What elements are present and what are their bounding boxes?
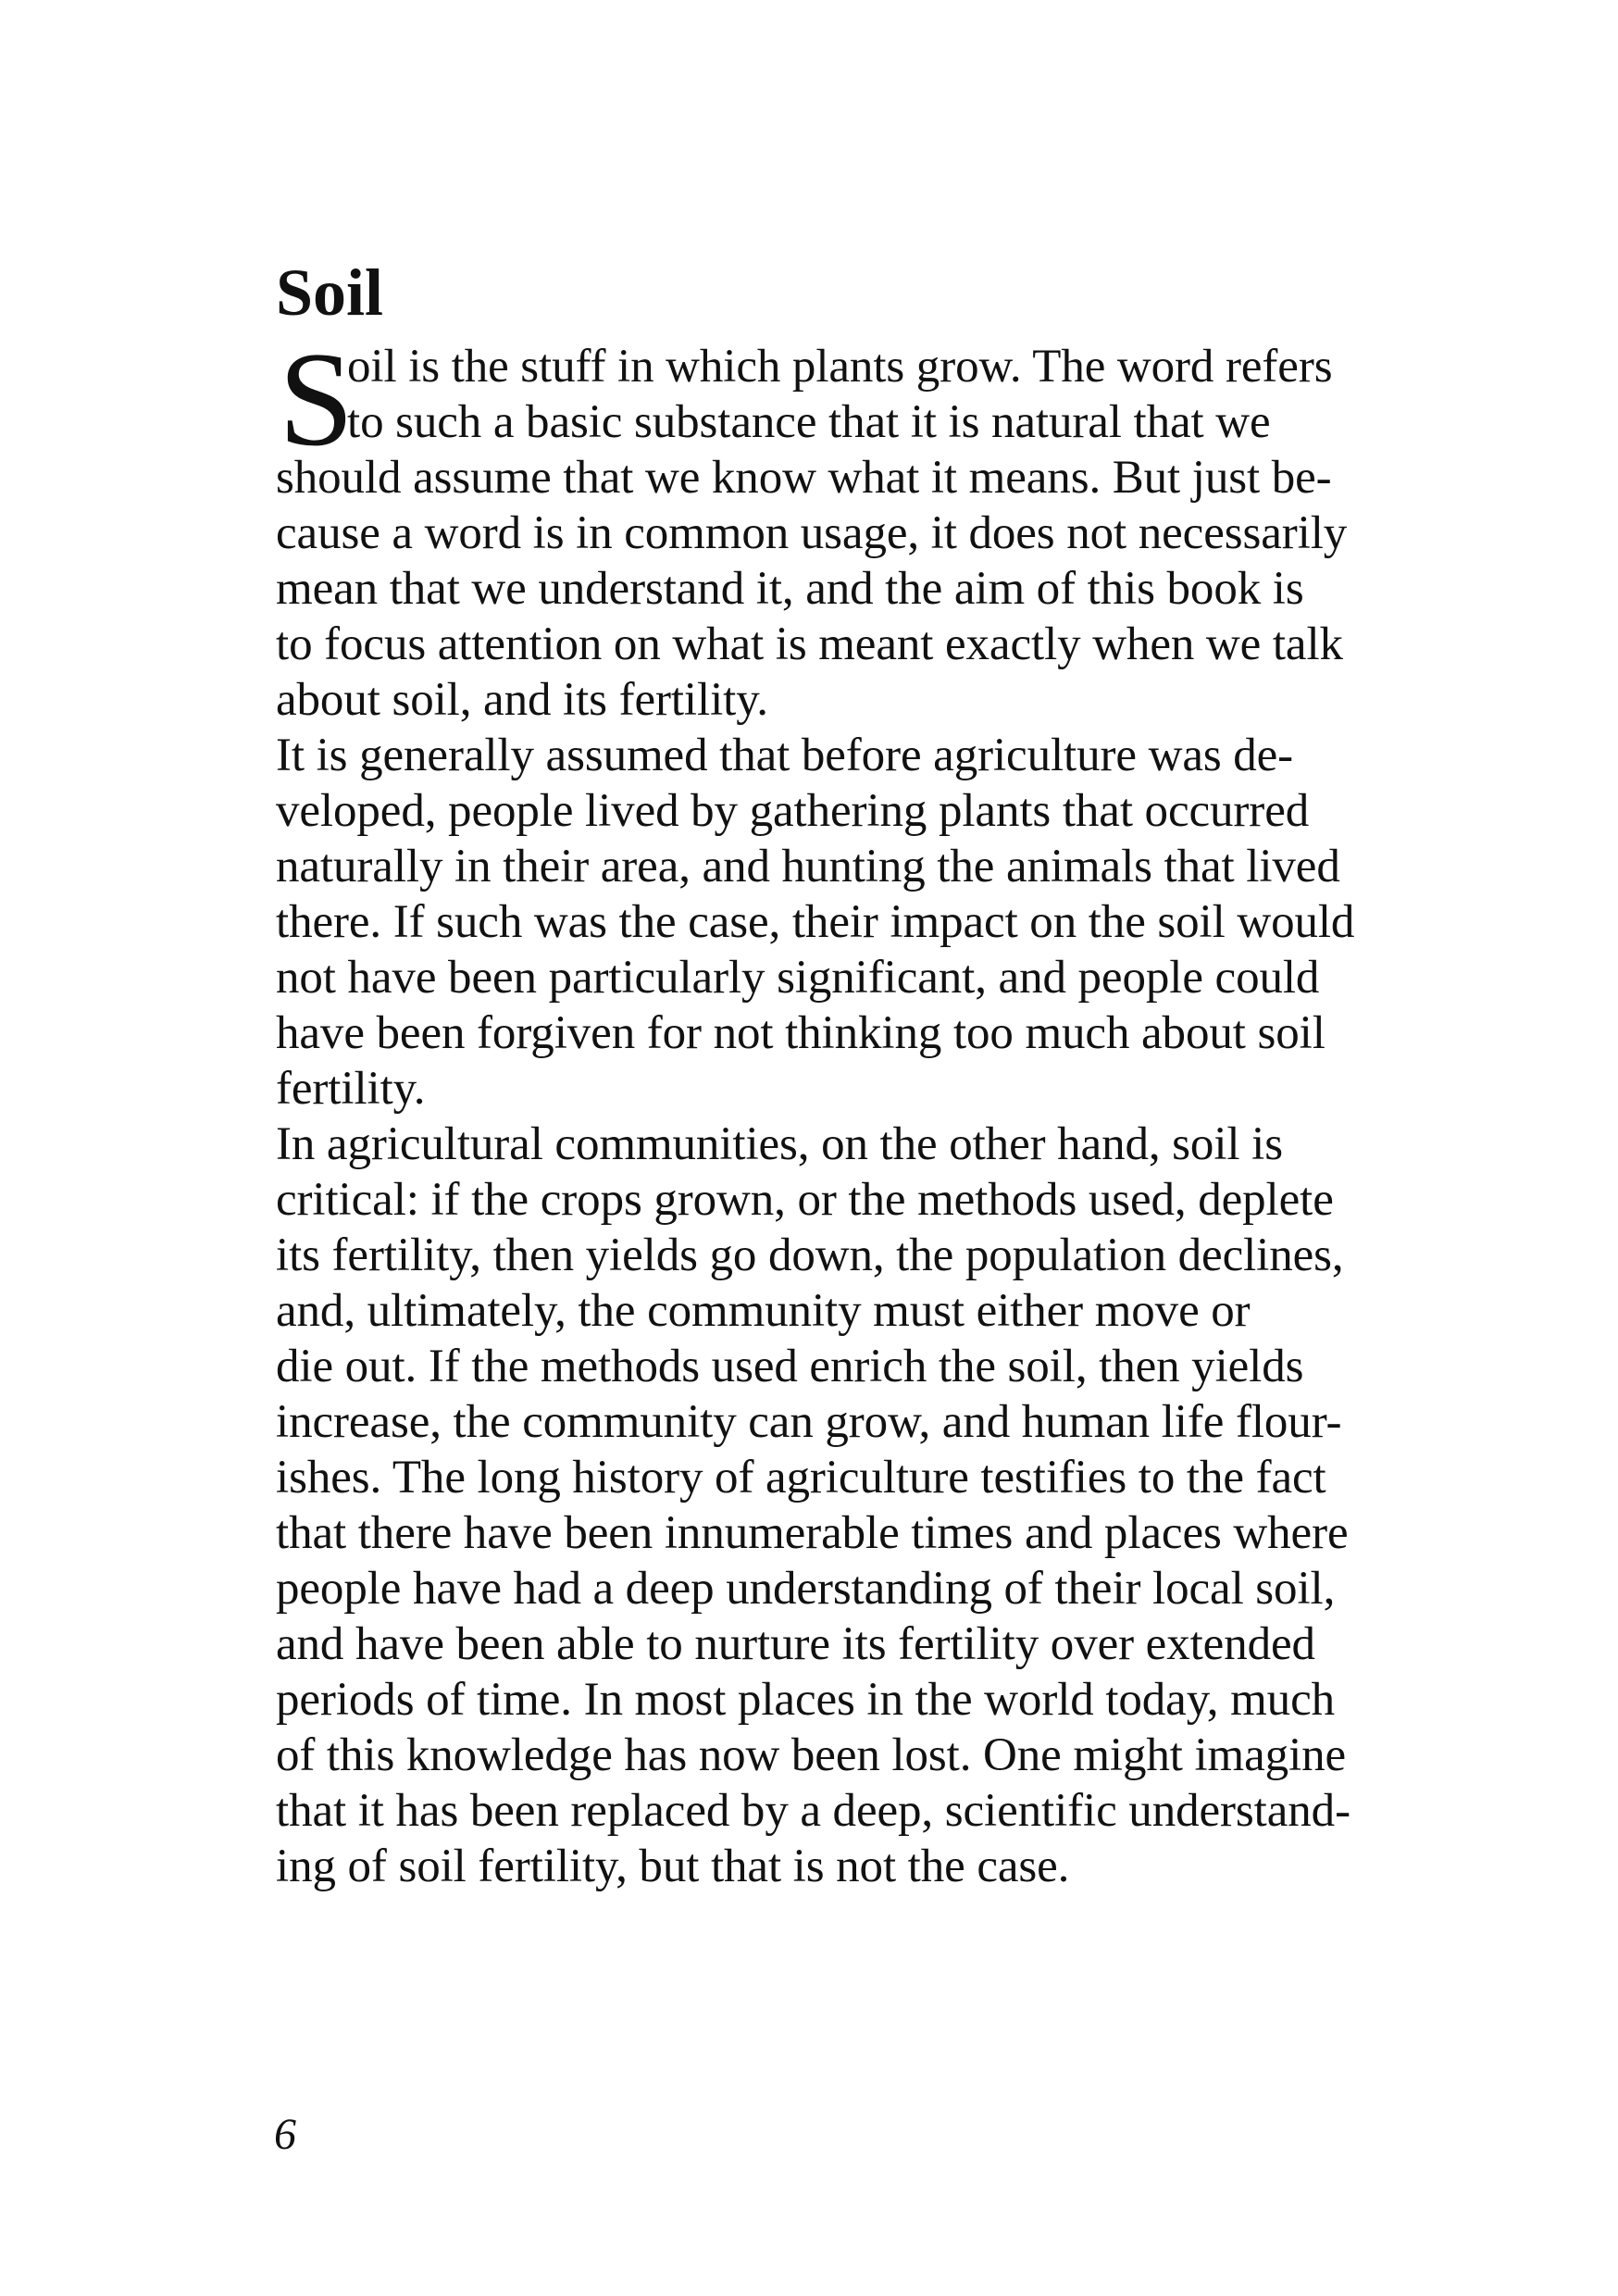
paragraph-3 xyxy=(276,1117,1368,1894)
text-line: naturally in their area, and hunting the animals that lived xyxy=(276,841,1340,892)
text-line: that there have been innumerable times and places where xyxy=(276,1507,1349,1559)
text-line: to such a basic substance that it is natural that we xyxy=(347,396,1271,448)
text-line: veloped, people lived by gathering plants that occurred xyxy=(276,785,1310,837)
text-line: about soil, and its fertility. xyxy=(276,674,768,726)
text-line: It is generally assumed that before agriculture was de- xyxy=(276,730,1294,781)
text-line: and, ultimately, the community must either move or xyxy=(276,1285,1251,1337)
text-line: die out. If the methods used enrich the soil, then yields xyxy=(276,1341,1304,1392)
body-text xyxy=(276,324,1368,1894)
drop-cap: S xyxy=(279,324,355,474)
text-line: and have been able to nurture its fertility over extended xyxy=(276,1618,1315,1670)
text-line: to focus attention on what is meant exactly when we talk xyxy=(276,618,1343,670)
text-line: mean that we understand it, and the aim of this book is xyxy=(276,563,1304,615)
text-line: its fertility, then yields go down, the population declines, xyxy=(276,1229,1344,1281)
text-line: that it has been replaced by a deep, scientific understand- xyxy=(276,1785,1350,1837)
text-line: In agricultural communities, on the other hand, soil is xyxy=(276,1118,1283,1170)
text-line: have been forgiven for not thinking too much about soil xyxy=(276,1007,1326,1059)
text-line: people have had a deep understanding of their local soil, xyxy=(276,1563,1336,1615)
text-line: ishes. The long history of agriculture testifies to the fact xyxy=(276,1452,1326,1504)
text-line: periods of time. In most places in the world today, much xyxy=(276,1674,1336,1726)
text-line: increase, the community can grow, and human life flour- xyxy=(276,1396,1342,1448)
page-number: 6 xyxy=(274,2110,296,2159)
chapter-title: Soil xyxy=(276,256,384,330)
text-line: cause a word is in common usage, it does not necessarily xyxy=(276,507,1348,559)
text-line: not have been particularly significant, and people could xyxy=(276,952,1320,1004)
paragraph-1 xyxy=(276,339,1368,728)
text-line: there. If such was the case, their impact on the soil would xyxy=(276,896,1355,948)
text-line: ing of soil fertility, but that is not the case. xyxy=(276,1841,1070,1892)
text-line: of this knowledge has now been lost. One might imagine xyxy=(276,1729,1347,1781)
text-line: critical: if the crops grown, or the methods used, deplete xyxy=(276,1174,1334,1226)
text-line: oil is the stuff in which plants grow. The word refers xyxy=(347,341,1333,393)
text-line: fertility. xyxy=(276,1063,426,1115)
paragraph-2 xyxy=(276,728,1368,1117)
text-line: should assume that we know what it means. But just be- xyxy=(276,452,1332,504)
